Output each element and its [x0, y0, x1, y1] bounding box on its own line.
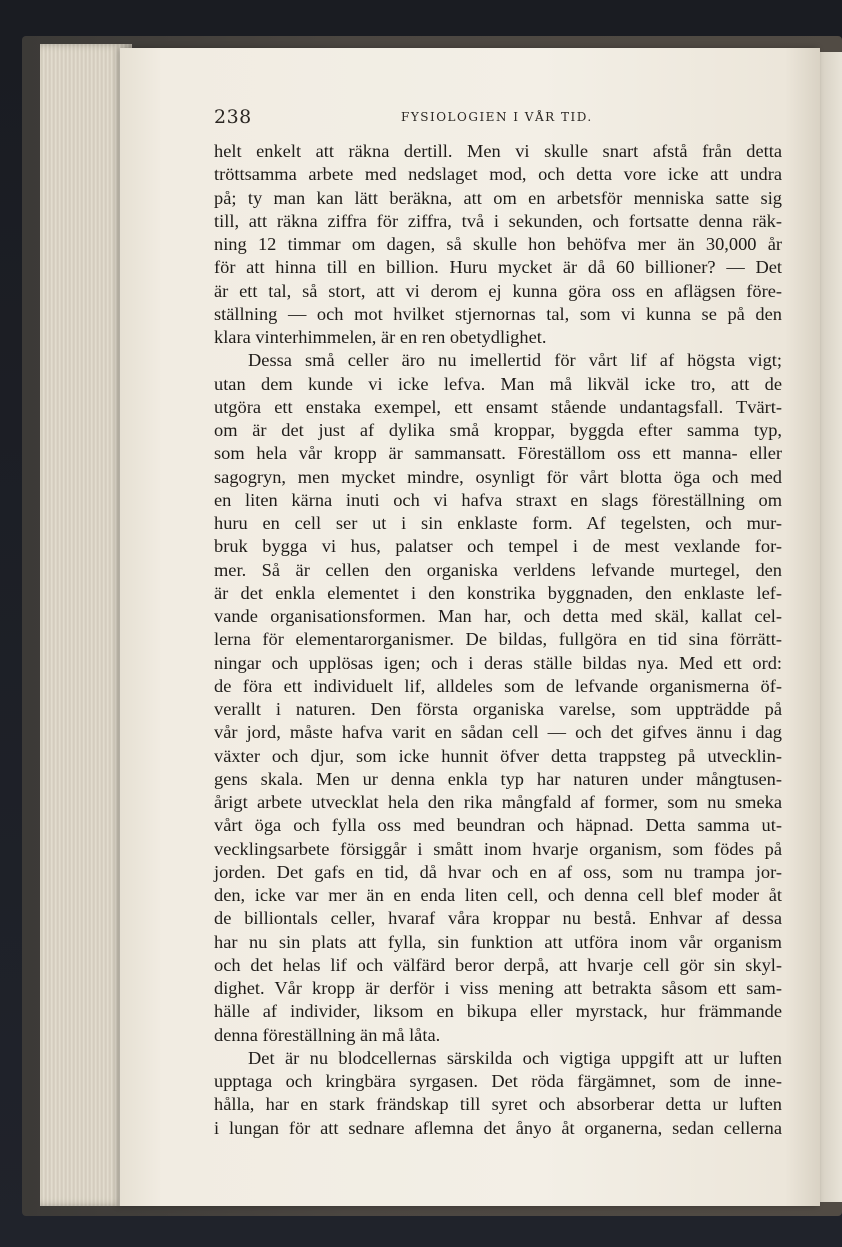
text-line: ningar och upplösas igen; och i deras ställe bildas nya. Med ett ord:: [214, 652, 782, 673]
text-line: vecklingsarbete försiggår i smått inom hvarje organism, som födes på: [214, 838, 782, 859]
text-line: som hela vår kropp är sammansatt. Föreställom oss ett manna- eller: [214, 443, 782, 464]
text-line: Dessa små celler äro nu imellertid för vårt lif af högsta vigt;: [248, 350, 782, 371]
text-line: den, icke var mer än en enda liten cell, och denna cell blef moder åt: [214, 885, 782, 905]
body-text: [214, 140, 782, 1140]
text-line: de föra ett individuelt lif, alldeles som de lefvande organismerna öf-: [214, 675, 782, 696]
text-line: i lungan för att sednare aflemna det ånyo åt organerna, sedan cellerna: [214, 1117, 782, 1138]
text-line: gens skala. Men ur denna enkla typ har naturen under mångtusen-: [214, 768, 782, 789]
text-line: de billiontals celler, hvaraf våra kroppar nu bestå. Enhvar af dessa: [214, 908, 782, 929]
page-header: [214, 106, 784, 136]
text-line: vande organisationsformen. Man har, och detta med skäl, kallat cel-: [214, 606, 782, 626]
text-line: är det enkla elementet i den konstrika byggnaden, den enklaste lef-: [214, 582, 782, 603]
text-line: huru en cell ser ut i sin enklaste form. Af tegelsten, och mur-: [214, 513, 782, 533]
text-line: ställning — och mot hvilket stjernornas tal, som vi kunna se på den: [214, 303, 782, 324]
text-line: sagogryn, men mycket mindre, osynligt för vårt blotta öga och med: [214, 466, 782, 487]
page-edges: [40, 44, 132, 1206]
page-number: 238: [214, 106, 252, 128]
text-line: hålla, har en stark frändskap till syret och absorberar detta ur luften: [214, 1094, 782, 1115]
text-line: om är det just af dylika små kroppar, byggda efter samma typ,: [214, 420, 782, 440]
text-line: jorden. Det gafs en tid, då hvar och en af oss, som nu trampa jor-: [214, 861, 782, 882]
text-line: mer. Så är cellen den organiska verldens lefvande murtegel, den: [214, 559, 782, 580]
text-line: årigt arbete utvecklat hela den rika mångfald af former, som nu smeka: [214, 792, 782, 812]
text-line: har nu sin plats att fylla, sin funktion att utföra inom vår organism: [214, 931, 782, 952]
text-line: verallt i naturen. Den första organiska varelse, som uppträdde på: [214, 699, 782, 719]
text-line: och det helas lif och välfärd beror derpå, att hvarje cell gör sin skyl-: [214, 954, 782, 975]
text-line: helt enkelt att räkna dertill. Men vi skulle snart afstå från detta: [214, 141, 782, 161]
text-line: hälle af individer, liksom en bikupa eller myrstack, hur främmande: [214, 1001, 782, 1022]
text-line: upptaga och kringbära syrgasen. Det röda färgämnet, som de inne-: [214, 1071, 782, 1091]
text-line: ning 12 timmar om dagen, så skulle hon behöfva mer än 30,000 år: [214, 234, 782, 254]
text-line: är ett tal, så stort, att vi derom ej kunna göra oss en aflägsen före-: [214, 280, 782, 301]
text-line: till, att räkna ziffra för ziffra, två i sekunden, och fortsatte denna räk-: [214, 210, 782, 231]
text-line: Det är nu blodcellernas särskilda och vigtiga uppgift att ur luften: [248, 1047, 782, 1068]
text-line: tröttsamma arbete med nedslaget mod, och detta vore icke att undra: [214, 164, 782, 185]
text-line: bruk bygga vi hus, palatser och tempel i de mest vexlande for-: [214, 536, 782, 557]
text-line: vårt öga och fylla oss med beundran och häpnad. Detta samma ut-: [214, 815, 782, 836]
text-line: denna föreställning än må låta.: [214, 1024, 441, 1045]
text-line: utgöra ett enstaka exempel, ett ensamt stående undantagsfall. Tvärt-: [214, 396, 782, 417]
text-line: vår jord, måste hafva varit en sådan cell — och det gifves ännu i dag: [214, 722, 782, 743]
text-line: växter och djur, som icke hunnit öfver detta trappsteg på utvecklin-: [214, 745, 782, 766]
text-line: utan dem kunde vi icke lefva. Man må likväl icke tro, att de: [214, 373, 782, 394]
book-page: [120, 48, 820, 1206]
text-line: dighet. Vår kropp är derför i viss mening att betrakta såsom ett sam-: [214, 978, 782, 998]
text-line: en liten kärna inuti och vi hafva straxt en slags föreställning om: [214, 489, 782, 510]
text-line: klara vinterhimmelen, är en ren obetydlighet.: [214, 327, 547, 347]
text-line: för att hinna till en billion. Huru mycket är då 60 billioner? — Det: [214, 257, 782, 278]
running-title: FYSIOLOGIEN I VÅR TID.: [401, 110, 593, 124]
text-line: på; ty man kan lätt beräkna, att om en arbetsför menniska satte sig: [214, 187, 782, 208]
text-line: lerna för elementarorganismer. De bildas, fullgöra en tid sina förrätt-: [214, 629, 782, 650]
